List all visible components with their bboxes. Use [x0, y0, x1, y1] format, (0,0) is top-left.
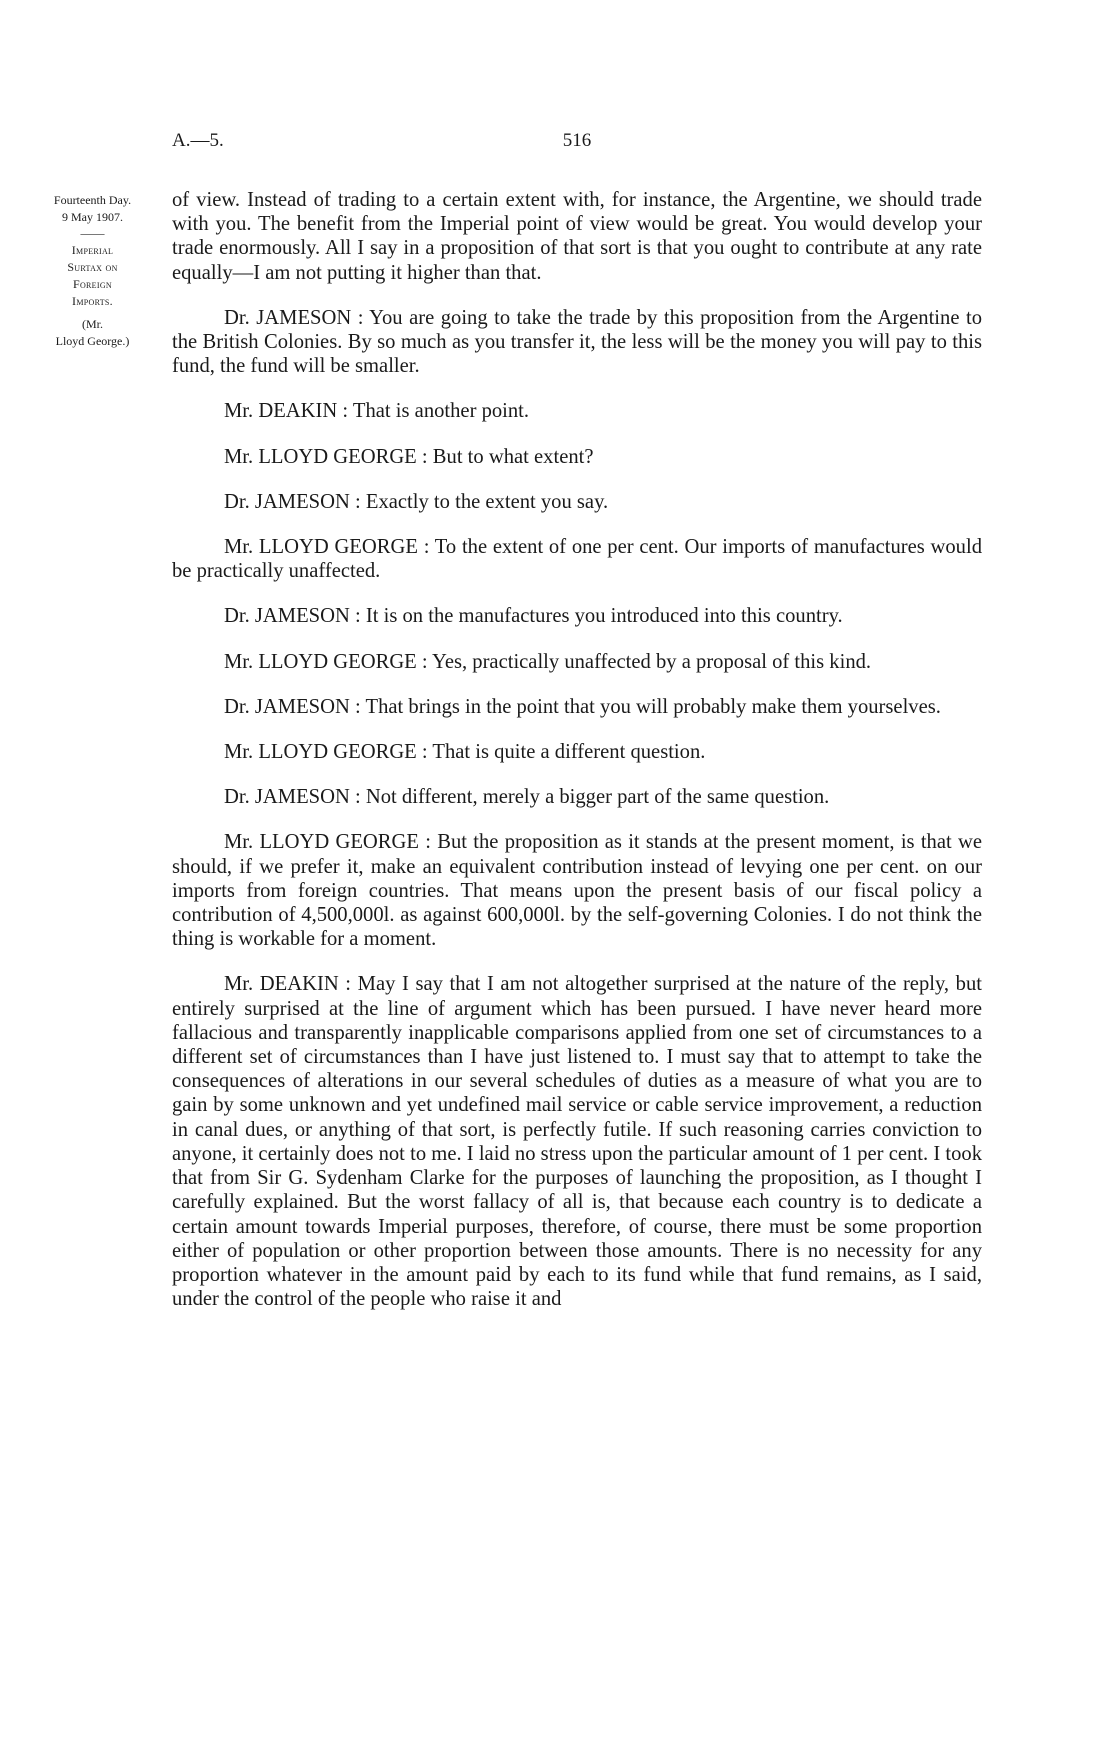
- paragraph-lloyd-george: Mr. LLOYD GEORGE : Yes, practically unaffected by a proposal of this kind.: [224, 650, 872, 673]
- margin-note-subject-3: Foreign: [73, 277, 112, 291]
- margin-note-day: Fourteenth Day.: [53, 193, 132, 207]
- margin-note-date: 9 May 1907.: [62, 210, 123, 224]
- margin-note-subject-2: Surtax on: [67, 260, 118, 274]
- paragraph-deakin: Mr. DEAKIN : May I say that I am not altogether surprised at the nature of the reply, but entirely surprised at the line of argument which has been pursued. I have never heard more fallacious and transparently inapplicable comparisons applied from one set of circumstances to a different set of circumstances than I have just listened to. I must say that to attempt to take the consequences of alterations in our several schedules of duties as a measure of what you are to gain by some unknown and yet undefined mail service or cable service improvement, a reduction in canal dues, or anything of that sort, is perfectly futile. If such reasoning carries conviction to anyone, it certainly does not to me. I laid no stress upon the particular amount of 1 per cent. I took that from Sir G. Sydenham Clarke for the purposes of launching the proposition, as I thought I carefully explained. But the worst fallacy of all is, that because each country is to dedicate a certain amount towards Imperial purposes, therefore, of course, there must be some proportion either of population or other proportion between those amounts. There is no necessity for any proportion whatever in the amount paid by each to its fund while that fund remains, as I said, under the control of the people who raise it and: [172, 973, 982, 1311]
- margin-note-subject-4: Imports.: [72, 294, 113, 308]
- margin-note-speaker-1: (Mr.: [82, 317, 103, 331]
- paragraph-jameson: Dr. JAMESON : Not different, merely a bigger part of the same question.: [224, 786, 830, 809]
- margin-note-divider: ——: [80, 226, 105, 240]
- paragraph-lloyd-george: Mr. LLOYD GEORGE : But to what extent?: [224, 445, 594, 468]
- paragraph-deakin: Mr. DEAKIN : That is another point.: [224, 400, 530, 423]
- paragraph-continuation: of view. Instead of trading to a certain extent with, for instance, the Argentine, we should trade with you. The benefit from the Imperial point of view would be great. You would develop your trade enormously. All I say in a proposition of that sort is that you ought to contribute at any rate equally—I am not putting it higher than that.: [172, 189, 982, 284]
- paragraph-jameson: Dr. JAMESON : Exactly to the extent you say.: [224, 490, 609, 513]
- margin-note-speaker-2: Lloyd George.): [55, 334, 130, 348]
- document-reference: A.—5.: [172, 130, 224, 151]
- paragraph-jameson: Dr. JAMESON : That brings in the point that you will probably make them yourselves.: [224, 695, 941, 718]
- paragraph-lloyd-george: Mr. LLOYD GEORGE : But the proposition as it stands at the present moment, is that we should, if we prefer it, make an equivalent contribution instead of levying one per cent. on our imports from foreign countries. That means upon the present basis of our fiscal policy a contribution of 4,500,000l. as against 600,000l. by the self-governing Colonies. I do not think the thing is workable for a moment.: [172, 831, 982, 951]
- paragraph-jameson: Dr. JAMESON : It is on the manufactures you introduced into this country.: [224, 605, 843, 628]
- margin-note-subject-1: Imperial: [71, 243, 114, 257]
- paragraph-lloyd-george: Mr. LLOYD GEORGE : That is quite a different question.: [224, 741, 706, 764]
- paragraph-jameson: Dr. JAMESON : You are going to take the trade by this proposition from the Argentine to the British Colonies. By so much as you transfer it, the less will be the money you will pay to this fund, the fund will be smaller.: [172, 306, 982, 378]
- page-header: [172, 130, 982, 156]
- paragraph-lloyd-george: Mr. LLOYD GEORGE : To the extent of one per cent. Our imports of manufactures would be practically unaffected.: [172, 536, 982, 583]
- margin-note: [20, 192, 165, 350]
- transcript-body: [172, 188, 982, 1311]
- page-number: 516: [562, 130, 592, 151]
